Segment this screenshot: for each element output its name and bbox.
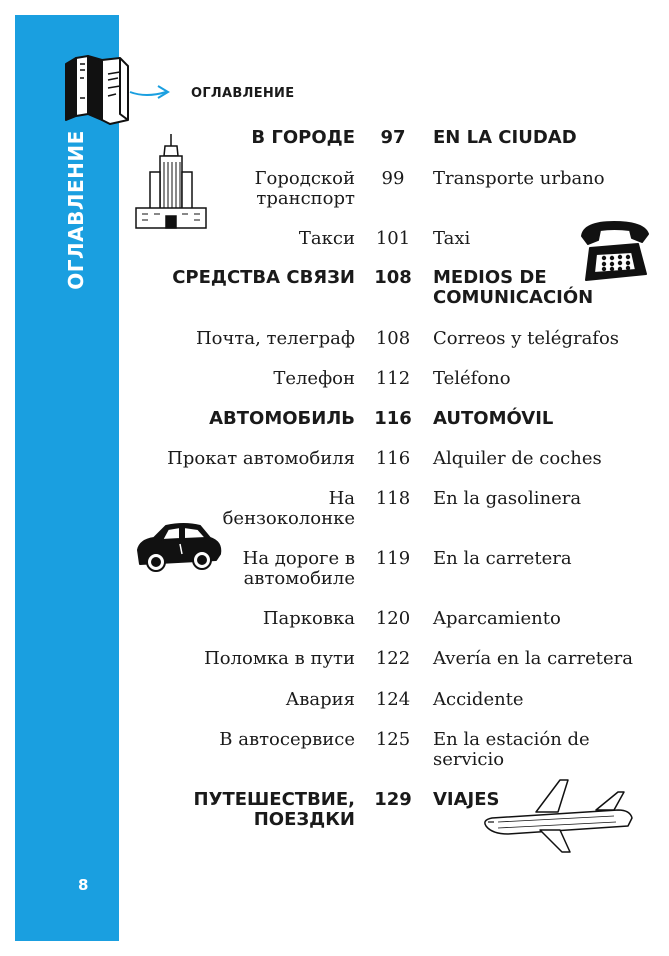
- entry-page: 129: [374, 789, 412, 810]
- entry-ru: Авария: [285, 689, 355, 710]
- entry-page: 118: [375, 488, 411, 509]
- entry-ru: Прокат автомобиля: [167, 448, 355, 469]
- entry-ru: Парковка: [262, 608, 355, 629]
- entry-ru: На бензоколонке: [222, 488, 355, 529]
- entry-es: VIAJES: [433, 789, 500, 810]
- entry-es: EN LA CIUDAD: [433, 127, 577, 148]
- entry-ru: Городской транспорт: [254, 168, 355, 209]
- arrow-icon: [128, 78, 174, 104]
- entry-page: 116: [375, 448, 411, 469]
- entry-ru: В автосервисе: [219, 729, 355, 750]
- entry-es: Accidente: [433, 689, 524, 710]
- entry-page: 119: [375, 548, 411, 569]
- airplane-icon: [478, 776, 638, 856]
- skyscraper-icon: [134, 132, 208, 230]
- page-number: 8: [78, 876, 89, 894]
- telephone-icon: [578, 218, 652, 284]
- entry-es: MEDIOS DE COMUNICACIÓN: [433, 267, 594, 308]
- entry-page: 124: [375, 689, 411, 710]
- entry-es: En la estación de servicio: [433, 729, 590, 770]
- entry-page: 120: [375, 608, 411, 629]
- entry-es: Avería en la carretera: [433, 648, 633, 669]
- entry-es: Aparcamiento: [433, 608, 561, 629]
- entry-page: 99: [381, 168, 405, 189]
- entry-es: Correos y telégrafos: [433, 328, 620, 349]
- entry-page: 122: [375, 648, 411, 669]
- entry-es: En la carretera: [433, 548, 572, 569]
- entry-es: Alquiler de coches: [433, 448, 602, 469]
- toc-heading: ОГЛАВЛЕНИЕ: [191, 86, 295, 101]
- entry-page: 116: [374, 408, 412, 429]
- entry-es: Taxi: [433, 228, 471, 249]
- books-icon: [62, 50, 132, 126]
- entry-page: 125: [375, 729, 411, 750]
- entry-es: AUTOMÓVIL: [433, 408, 554, 429]
- sidebar-title: ОГЛАВЛЕНИЕ: [64, 130, 88, 290]
- car-icon: [134, 520, 224, 574]
- entry-page: 112: [375, 368, 411, 389]
- entry-ru: Почта, телеграф: [195, 328, 355, 349]
- entry-ru: В ГОРОДЕ: [251, 127, 355, 148]
- entry-es: Transporte urbano: [433, 168, 605, 189]
- entry-es: Teléfono: [433, 368, 511, 389]
- entry-page: 108: [374, 267, 412, 288]
- entry-es: En la gasolinera: [433, 488, 582, 509]
- entry-ru: Телефон: [273, 368, 355, 389]
- entry-ru: На дороге в автомобиле: [242, 548, 355, 589]
- entry-ru: Поломка в пути: [204, 648, 355, 669]
- entry-page: 108: [375, 328, 411, 349]
- entry-page: 97: [380, 127, 406, 148]
- entry-ru: ПУТЕШЕСТВИЕ, ПОЕЗДКИ: [193, 789, 355, 830]
- entry-ru: СРЕДСТВА СВЯЗИ: [172, 267, 355, 288]
- entry-ru: Такси: [298, 228, 355, 249]
- entry-page: 101: [375, 228, 411, 249]
- entry-ru: АВТОМОБИЛЬ: [209, 408, 355, 429]
